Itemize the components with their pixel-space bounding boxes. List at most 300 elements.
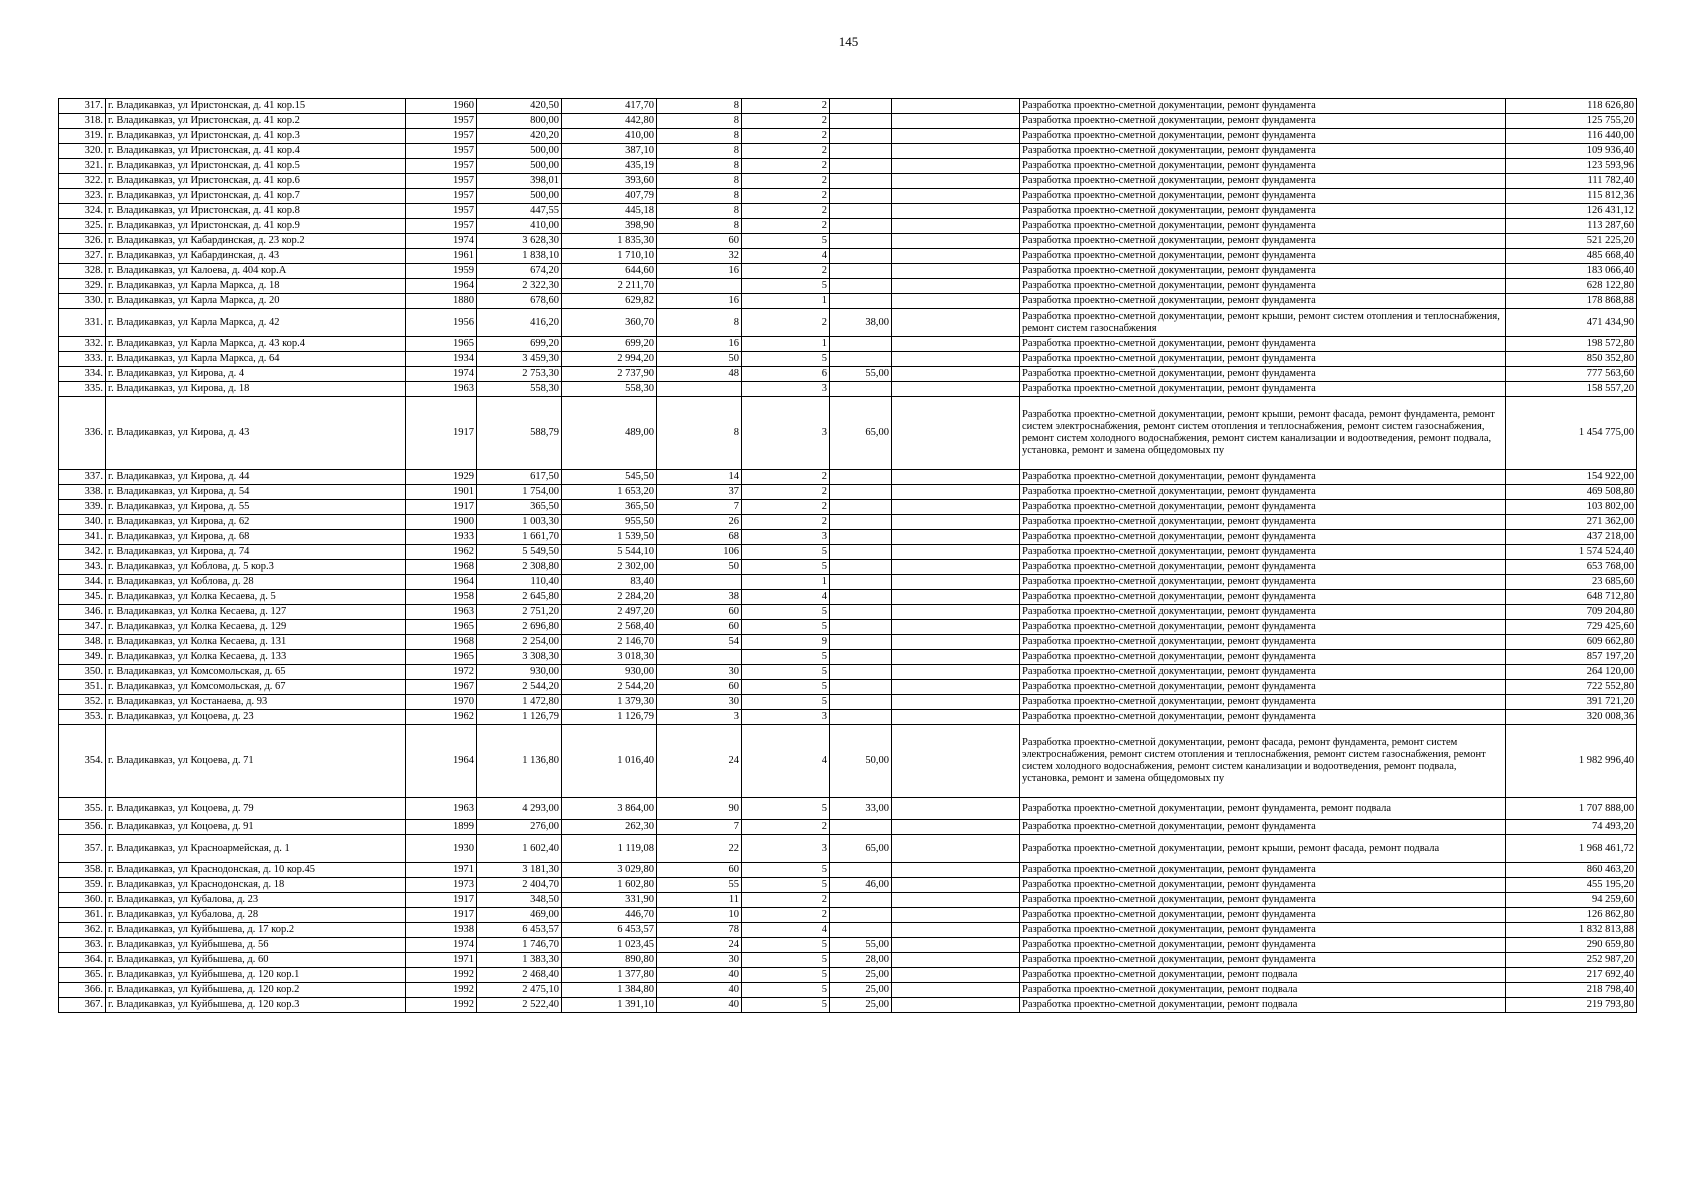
- cost-cell: 850 352,80: [1506, 352, 1637, 367]
- total-area-cell: 416,20: [477, 309, 562, 337]
- empty-cell: [892, 129, 1020, 144]
- table-row: [59, 530, 1637, 545]
- cost-cell: 437 218,00: [1506, 530, 1637, 545]
- empty-cell: [892, 294, 1020, 309]
- living-area-cell: 1 391,10: [562, 998, 657, 1013]
- living-area-cell: 435,19: [562, 159, 657, 174]
- row-number-cell: 327.: [59, 249, 106, 264]
- work-description-cell: Разработка проектно-сметной документации, ремонт фундамента: [1020, 114, 1506, 129]
- cost-cell: 1 454 775,00: [1506, 397, 1637, 470]
- total-area-cell: 469,00: [477, 908, 562, 923]
- apartments-count-cell: 8: [657, 219, 742, 234]
- cost-cell: 471 434,90: [1506, 309, 1637, 337]
- total-area-cell: 1 472,80: [477, 695, 562, 710]
- row-number-cell: 362.: [59, 923, 106, 938]
- extra-value-cell: [830, 382, 892, 397]
- living-area-cell: 446,70: [562, 908, 657, 923]
- row-number-cell: 342.: [59, 545, 106, 560]
- floors-count-cell: 1: [742, 575, 830, 590]
- table-row: [59, 908, 1637, 923]
- empty-cell: [892, 337, 1020, 352]
- table-row: [59, 174, 1637, 189]
- row-number-cell: 364.: [59, 953, 106, 968]
- living-area-cell: 489,00: [562, 397, 657, 470]
- row-number-cell: 324.: [59, 204, 106, 219]
- extra-value-cell: 46,00: [830, 878, 892, 893]
- total-area-cell: 699,20: [477, 337, 562, 352]
- floors-count-cell: 5: [742, 605, 830, 620]
- floors-count-cell: 2: [742, 485, 830, 500]
- empty-cell: [892, 938, 1020, 953]
- empty-cell: [892, 923, 1020, 938]
- work-description-cell: Разработка проектно-сметной документации, ремонт фундамента: [1020, 878, 1506, 893]
- floors-count-cell: 5: [742, 620, 830, 635]
- table-row: [59, 382, 1637, 397]
- table-row: [59, 99, 1637, 114]
- empty-cell: [892, 983, 1020, 998]
- year-built-cell: 1964: [406, 575, 477, 590]
- work-description-cell: Разработка проектно-сметной документации, ремонт фундамента: [1020, 352, 1506, 367]
- apartments-count-cell: 60: [657, 680, 742, 695]
- living-area-cell: 644,60: [562, 264, 657, 279]
- table-body: [59, 99, 1637, 1013]
- floors-count-cell: 2: [742, 144, 830, 159]
- total-area-cell: 500,00: [477, 144, 562, 159]
- cost-cell: 217 692,40: [1506, 968, 1637, 983]
- address-cell: г. Владикавказ, ул Карла Маркса, д. 43 кор.4: [106, 337, 406, 352]
- extra-value-cell: 25,00: [830, 983, 892, 998]
- address-cell: г. Владикавказ, ул Кирова, д. 74: [106, 545, 406, 560]
- cost-cell: 23 685,60: [1506, 575, 1637, 590]
- table-row: [59, 545, 1637, 560]
- cost-cell: 252 987,20: [1506, 953, 1637, 968]
- address-cell: г. Владикавказ, ул Коцоева, д. 23: [106, 710, 406, 725]
- extra-value-cell: 55,00: [830, 367, 892, 382]
- extra-value-cell: [830, 500, 892, 515]
- total-area-cell: 1 136,80: [477, 725, 562, 798]
- table-row: [59, 309, 1637, 337]
- floors-count-cell: 5: [742, 234, 830, 249]
- empty-cell: [892, 159, 1020, 174]
- living-area-cell: 417,70: [562, 99, 657, 114]
- total-area-cell: 1 838,10: [477, 249, 562, 264]
- row-number-cell: 333.: [59, 352, 106, 367]
- floors-count-cell: 5: [742, 680, 830, 695]
- apartments-count-cell: [657, 575, 742, 590]
- total-area-cell: 2 522,40: [477, 998, 562, 1013]
- extra-value-cell: 25,00: [830, 998, 892, 1013]
- extra-value-cell: [830, 545, 892, 560]
- address-cell: г. Владикавказ, ул Куйбышева, д. 17 кор.2: [106, 923, 406, 938]
- living-area-cell: 1 710,10: [562, 249, 657, 264]
- total-area-cell: 3 459,30: [477, 352, 562, 367]
- cost-cell: 1 968 461,72: [1506, 835, 1637, 863]
- cost-cell: 154 922,00: [1506, 470, 1637, 485]
- empty-cell: [892, 620, 1020, 635]
- total-area-cell: 500,00: [477, 159, 562, 174]
- living-area-cell: 1 384,80: [562, 983, 657, 998]
- floors-count-cell: 5: [742, 878, 830, 893]
- table-row: [59, 470, 1637, 485]
- table-row: [59, 953, 1637, 968]
- row-number-cell: 326.: [59, 234, 106, 249]
- work-description-cell: Разработка проектно-сметной документации, ремонт фундамента: [1020, 337, 1506, 352]
- extra-value-cell: [830, 680, 892, 695]
- living-area-cell: 1 023,45: [562, 938, 657, 953]
- cost-cell: 1 707 888,00: [1506, 798, 1637, 820]
- floors-count-cell: 4: [742, 923, 830, 938]
- floors-count-cell: 3: [742, 397, 830, 470]
- total-area-cell: 365,50: [477, 500, 562, 515]
- address-cell: г. Владикавказ, ул Иристонская, д. 41 кор.15: [106, 99, 406, 114]
- year-built-cell: 1965: [406, 620, 477, 635]
- extra-value-cell: [830, 470, 892, 485]
- year-built-cell: 1967: [406, 680, 477, 695]
- extra-value-cell: 55,00: [830, 938, 892, 953]
- row-number-cell: 338.: [59, 485, 106, 500]
- year-built-cell: 1880: [406, 294, 477, 309]
- extra-value-cell: [830, 485, 892, 500]
- empty-cell: [892, 635, 1020, 650]
- cost-cell: 290 659,80: [1506, 938, 1637, 953]
- total-area-cell: 398,01: [477, 174, 562, 189]
- work-description-cell: Разработка проектно-сметной документации, ремонт крыши, ремонт фасада, ремонт подвала: [1020, 835, 1506, 863]
- extra-value-cell: [830, 908, 892, 923]
- cost-cell: 219 793,80: [1506, 998, 1637, 1013]
- apartments-count-cell: 68: [657, 530, 742, 545]
- work-description-cell: Разработка проектно-сметной документации, ремонт фундамента: [1020, 219, 1506, 234]
- row-number-cell: 325.: [59, 219, 106, 234]
- extra-value-cell: [830, 605, 892, 620]
- address-cell: г. Владикавказ, ул Иристонская, д. 41 кор.4: [106, 144, 406, 159]
- extra-value-cell: 33,00: [830, 798, 892, 820]
- apartments-count-cell: 40: [657, 968, 742, 983]
- work-description-cell: Разработка проектно-сметной документации, ремонт подвала: [1020, 998, 1506, 1013]
- apartments-count-cell: 60: [657, 620, 742, 635]
- address-cell: г. Владикавказ, ул Кирова, д. 54: [106, 485, 406, 500]
- living-area-cell: 2 146,70: [562, 635, 657, 650]
- floors-count-cell: 2: [742, 515, 830, 530]
- floors-count-cell: 2: [742, 189, 830, 204]
- empty-cell: [892, 835, 1020, 863]
- row-number-cell: 335.: [59, 382, 106, 397]
- year-built-cell: 1938: [406, 923, 477, 938]
- extra-value-cell: [830, 863, 892, 878]
- extra-value-cell: [830, 219, 892, 234]
- table-row: [59, 264, 1637, 279]
- work-description-cell: Разработка проектно-сметной документации, ремонт фундамента: [1020, 923, 1506, 938]
- empty-cell: [892, 695, 1020, 710]
- table-row: [59, 863, 1637, 878]
- total-area-cell: 3 628,30: [477, 234, 562, 249]
- living-area-cell: 558,30: [562, 382, 657, 397]
- cost-cell: 521 225,20: [1506, 234, 1637, 249]
- cost-cell: 103 802,00: [1506, 500, 1637, 515]
- year-built-cell: 1957: [406, 144, 477, 159]
- cost-cell: 777 563,60: [1506, 367, 1637, 382]
- work-description-cell: Разработка проектно-сметной документации, ремонт фундамента: [1020, 144, 1506, 159]
- empty-cell: [892, 234, 1020, 249]
- row-number-cell: 344.: [59, 575, 106, 590]
- empty-cell: [892, 863, 1020, 878]
- extra-value-cell: [830, 294, 892, 309]
- total-area-cell: 617,50: [477, 470, 562, 485]
- work-description-cell: Разработка проектно-сметной документации, ремонт фундамента: [1020, 605, 1506, 620]
- apartments-count-cell: 8: [657, 309, 742, 337]
- row-number-cell: 320.: [59, 144, 106, 159]
- apartments-count-cell: 7: [657, 820, 742, 835]
- total-area-cell: 4 293,00: [477, 798, 562, 820]
- extra-value-cell: [830, 515, 892, 530]
- apartments-count-cell: 8: [657, 189, 742, 204]
- apartments-count-cell: 22: [657, 835, 742, 863]
- year-built-cell: 1929: [406, 470, 477, 485]
- address-cell: г. Владикавказ, ул Коблова, д. 5 кор.3: [106, 560, 406, 575]
- apartments-count-cell: 26: [657, 515, 742, 530]
- floors-count-cell: 3: [742, 382, 830, 397]
- floors-count-cell: 2: [742, 204, 830, 219]
- living-area-cell: 699,20: [562, 337, 657, 352]
- year-built-cell: 1974: [406, 234, 477, 249]
- floors-count-cell: 3: [742, 710, 830, 725]
- empty-cell: [892, 204, 1020, 219]
- apartments-count-cell: 8: [657, 397, 742, 470]
- extra-value-cell: 65,00: [830, 397, 892, 470]
- year-built-cell: 1962: [406, 545, 477, 560]
- row-number-cell: 355.: [59, 798, 106, 820]
- floors-count-cell: 5: [742, 279, 830, 294]
- year-built-cell: 1899: [406, 820, 477, 835]
- extra-value-cell: [830, 352, 892, 367]
- row-number-cell: 336.: [59, 397, 106, 470]
- table-row: [59, 620, 1637, 635]
- cost-cell: 198 572,80: [1506, 337, 1637, 352]
- apartments-count-cell: 106: [657, 545, 742, 560]
- table-row: [59, 144, 1637, 159]
- address-cell: г. Владикавказ, ул Кирова, д. 62: [106, 515, 406, 530]
- living-area-cell: 442,80: [562, 114, 657, 129]
- total-area-cell: 276,00: [477, 820, 562, 835]
- apartments-count-cell: 16: [657, 294, 742, 309]
- floors-count-cell: 5: [742, 863, 830, 878]
- address-cell: г. Владикавказ, ул Коблова, д. 28: [106, 575, 406, 590]
- empty-cell: [892, 953, 1020, 968]
- extra-value-cell: [830, 264, 892, 279]
- table-row: [59, 159, 1637, 174]
- work-description-cell: Разработка проектно-сметной документации, ремонт фундамента: [1020, 665, 1506, 680]
- empty-cell: [892, 99, 1020, 114]
- empty-cell: [892, 397, 1020, 470]
- cost-cell: 653 768,00: [1506, 560, 1637, 575]
- table-row: [59, 835, 1637, 863]
- cost-cell: 729 425,60: [1506, 620, 1637, 635]
- row-number-cell: 359.: [59, 878, 106, 893]
- apartments-count-cell: [657, 279, 742, 294]
- floors-count-cell: 4: [742, 725, 830, 798]
- empty-cell: [892, 908, 1020, 923]
- floors-count-cell: 4: [742, 249, 830, 264]
- row-number-cell: 358.: [59, 863, 106, 878]
- cost-cell: 115 812,36: [1506, 189, 1637, 204]
- table-row: [59, 189, 1637, 204]
- year-built-cell: 1965: [406, 337, 477, 352]
- work-description-cell: Разработка проектно-сметной документации, ремонт фундамента: [1020, 515, 1506, 530]
- repair-program-table: [58, 98, 1637, 1013]
- empty-cell: [892, 820, 1020, 835]
- empty-cell: [892, 560, 1020, 575]
- empty-cell: [892, 665, 1020, 680]
- total-area-cell: 6 453,57: [477, 923, 562, 938]
- floors-count-cell: 5: [742, 560, 830, 575]
- work-description-cell: Разработка проектно-сметной документации, ремонт фундамента: [1020, 938, 1506, 953]
- row-number-cell: 353.: [59, 710, 106, 725]
- extra-value-cell: [830, 114, 892, 129]
- apartments-count-cell: 50: [657, 352, 742, 367]
- apartments-count-cell: 11: [657, 893, 742, 908]
- living-area-cell: 360,70: [562, 309, 657, 337]
- work-description-cell: Разработка проектно-сметной документации, ремонт фундамента: [1020, 680, 1506, 695]
- table-row: [59, 635, 1637, 650]
- extra-value-cell: [830, 923, 892, 938]
- living-area-cell: 2 737,90: [562, 367, 657, 382]
- total-area-cell: 1 383,30: [477, 953, 562, 968]
- table-row: [59, 983, 1637, 998]
- address-cell: г. Владикавказ, ул Кирова, д. 18: [106, 382, 406, 397]
- empty-cell: [892, 968, 1020, 983]
- year-built-cell: 1971: [406, 953, 477, 968]
- year-built-cell: 1968: [406, 635, 477, 650]
- table-row: [59, 352, 1637, 367]
- year-built-cell: 1957: [406, 159, 477, 174]
- cost-cell: 320 008,36: [1506, 710, 1637, 725]
- row-number-cell: 349.: [59, 650, 106, 665]
- table-row: [59, 820, 1637, 835]
- work-description-cell: Разработка проектно-сметной документации, ремонт фундамента: [1020, 294, 1506, 309]
- address-cell: г. Владикавказ, ул Комсомольская, д. 65: [106, 665, 406, 680]
- year-built-cell: 1970: [406, 695, 477, 710]
- year-built-cell: 1974: [406, 367, 477, 382]
- work-description-cell: Разработка проектно-сметной документации, ремонт фундамента: [1020, 204, 1506, 219]
- table-row: [59, 515, 1637, 530]
- row-number-cell: 339.: [59, 500, 106, 515]
- empty-cell: [892, 893, 1020, 908]
- empty-cell: [892, 710, 1020, 725]
- row-number-cell: 345.: [59, 590, 106, 605]
- row-number-cell: 341.: [59, 530, 106, 545]
- year-built-cell: 1962: [406, 710, 477, 725]
- floors-count-cell: 2: [742, 174, 830, 189]
- work-description-cell: Разработка проектно-сметной документации, ремонт фундамента: [1020, 174, 1506, 189]
- table-row: [59, 680, 1637, 695]
- work-description-cell: Разработка проектно-сметной документации, ремонт фундамента: [1020, 99, 1506, 114]
- empty-cell: [892, 680, 1020, 695]
- floors-count-cell: 5: [742, 665, 830, 680]
- year-built-cell: 1964: [406, 725, 477, 798]
- cost-cell: 111 782,40: [1506, 174, 1637, 189]
- apartments-count-cell: 30: [657, 665, 742, 680]
- floors-count-cell: 2: [742, 470, 830, 485]
- living-area-cell: 3 029,80: [562, 863, 657, 878]
- address-cell: г. Владикавказ, ул Костанаева, д. 93: [106, 695, 406, 710]
- extra-value-cell: [830, 337, 892, 352]
- table-row: [59, 725, 1637, 798]
- work-description-cell: Разработка проектно-сметной документации, ремонт фундамента: [1020, 530, 1506, 545]
- cost-cell: 123 593,96: [1506, 159, 1637, 174]
- row-number-cell: 328.: [59, 264, 106, 279]
- address-cell: г. Владикавказ, ул Иристонская, д. 41 кор.3: [106, 129, 406, 144]
- living-area-cell: 445,18: [562, 204, 657, 219]
- total-area-cell: 410,00: [477, 219, 562, 234]
- floors-count-cell: 5: [742, 650, 830, 665]
- table-row: [59, 294, 1637, 309]
- table-row: [59, 650, 1637, 665]
- year-built-cell: 1957: [406, 189, 477, 204]
- address-cell: г. Владикавказ, ул Колка Кесаева, д. 133: [106, 650, 406, 665]
- extra-value-cell: [830, 893, 892, 908]
- living-area-cell: 3 864,00: [562, 798, 657, 820]
- work-description-cell: Разработка проектно-сметной документации, ремонт фундамента: [1020, 382, 1506, 397]
- total-area-cell: 930,00: [477, 665, 562, 680]
- living-area-cell: 1 539,50: [562, 530, 657, 545]
- total-area-cell: 420,20: [477, 129, 562, 144]
- floors-count-cell: 3: [742, 835, 830, 863]
- floors-count-cell: 2: [742, 908, 830, 923]
- extra-value-cell: 28,00: [830, 953, 892, 968]
- address-cell: г. Владикавказ, ул Куйбышева, д. 120 кор.3: [106, 998, 406, 1013]
- table-row: [59, 695, 1637, 710]
- cost-cell: 183 066,40: [1506, 264, 1637, 279]
- year-built-cell: 1917: [406, 893, 477, 908]
- floors-count-cell: 5: [742, 938, 830, 953]
- table-row: [59, 968, 1637, 983]
- extra-value-cell: [830, 575, 892, 590]
- row-number-cell: 340.: [59, 515, 106, 530]
- extra-value-cell: [830, 204, 892, 219]
- floors-count-cell: 2: [742, 129, 830, 144]
- address-cell: г. Владикавказ, ул Кирова, д. 4: [106, 367, 406, 382]
- empty-cell: [892, 114, 1020, 129]
- living-area-cell: 398,90: [562, 219, 657, 234]
- cost-cell: 455 195,20: [1506, 878, 1637, 893]
- apartments-count-cell: 50: [657, 560, 742, 575]
- empty-cell: [892, 279, 1020, 294]
- living-area-cell: 2 302,00: [562, 560, 657, 575]
- cost-cell: 1 982 996,40: [1506, 725, 1637, 798]
- year-built-cell: 1960: [406, 99, 477, 114]
- cost-cell: 271 362,00: [1506, 515, 1637, 530]
- living-area-cell: 393,60: [562, 174, 657, 189]
- empty-cell: [892, 382, 1020, 397]
- year-built-cell: 1965: [406, 650, 477, 665]
- address-cell: г. Владикавказ, ул Кирова, д. 43: [106, 397, 406, 470]
- year-built-cell: 1968: [406, 560, 477, 575]
- work-description-cell: Разработка проектно-сметной документации, ремонт фундамента: [1020, 189, 1506, 204]
- year-built-cell: 1957: [406, 129, 477, 144]
- cost-cell: 391 721,20: [1506, 695, 1637, 710]
- year-built-cell: 1958: [406, 590, 477, 605]
- extra-value-cell: [830, 174, 892, 189]
- living-area-cell: 2 544,20: [562, 680, 657, 695]
- address-cell: г. Владикавказ, ул Карла Маркса, д. 42: [106, 309, 406, 337]
- cost-cell: 113 287,60: [1506, 219, 1637, 234]
- extra-value-cell: 50,00: [830, 725, 892, 798]
- address-cell: г. Владикавказ, ул Кубалова, д. 28: [106, 908, 406, 923]
- floors-count-cell: 9: [742, 635, 830, 650]
- work-description-cell: Разработка проектно-сметной документации, ремонт подвала: [1020, 983, 1506, 998]
- apartments-count-cell: 8: [657, 204, 742, 219]
- apartments-count-cell: 24: [657, 938, 742, 953]
- row-number-cell: 323.: [59, 189, 106, 204]
